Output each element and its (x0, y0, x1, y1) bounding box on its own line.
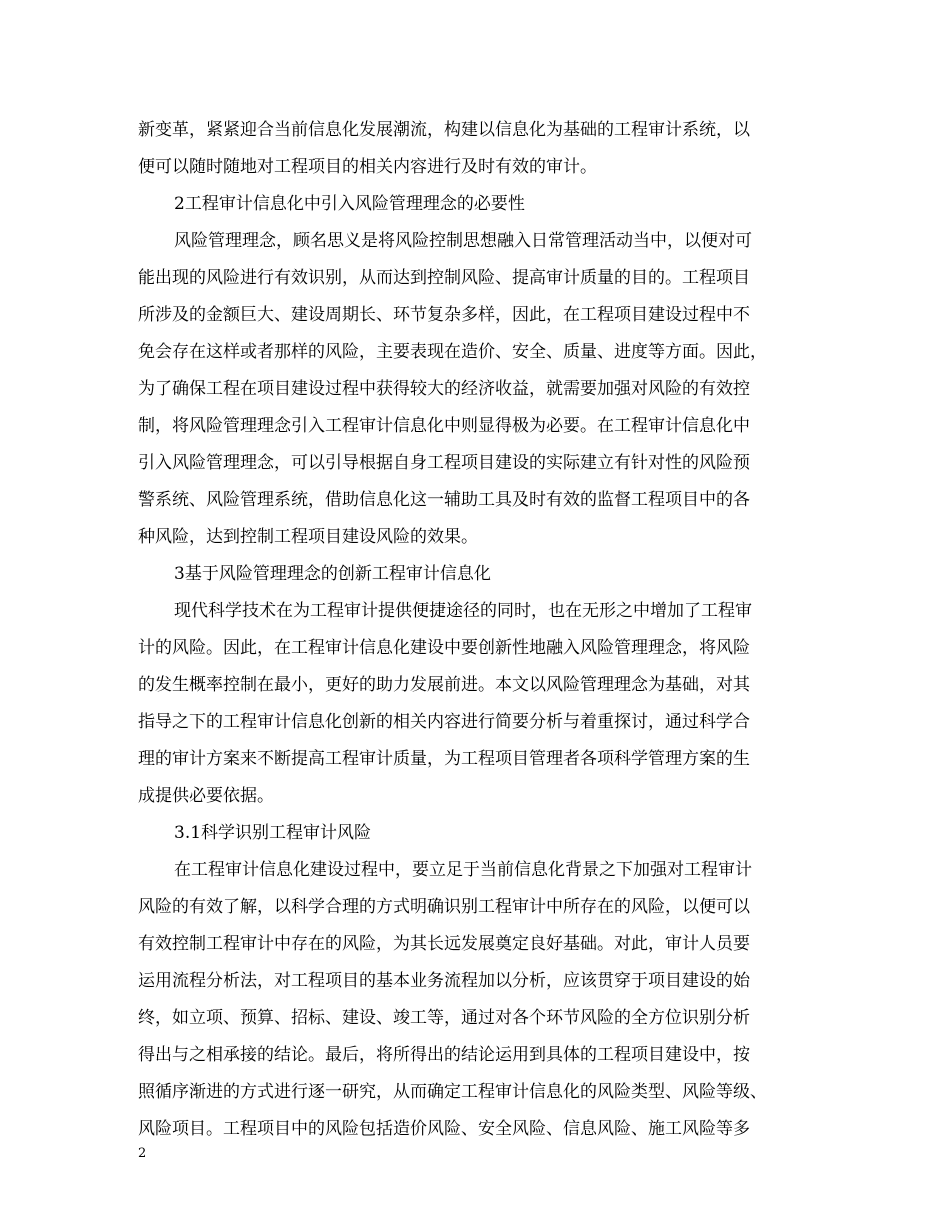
section-heading: 3基于风险管理理念的创新工程审计信息化 (174, 564, 491, 584)
text-line: 能出现的风险进行有效识别，从而达到控制风险、提高审计质量的目的。工程项目 (138, 268, 750, 288)
text-line: 有效控制工程审计中存在的风险，为其长远发展奠定良好基础。对此，审计人员要 (138, 934, 750, 954)
section-heading: 2工程审计信息化中引入风险管理理念的必要性 (174, 194, 525, 214)
text-line: 终，如立项、预算、招标、建设、竣工等，通过对各个环节风险的全方位识别分析 (138, 1008, 750, 1028)
text-line: 得出与之相承接的结论。最后，将所得出的结论运用到具体的工程项目建设中，按 (138, 1045, 750, 1065)
text-line: 成提供必要依据。 (138, 786, 274, 806)
text-line: 现代科学技术在为工程审计提供便捷途径的同时，也在无形之中增加了工程审 (174, 601, 752, 621)
text-line: 便可以随时随地对工程项目的相关内容进行及时有效的审计。 (138, 157, 597, 177)
text-line: 照循序渐进的方式进行逐一研究，从而确定工程审计信息化的风险类型、风险等级、 (138, 1082, 767, 1102)
text-line: 警系统、风险管理系统，借助信息化这一辅助工具及时有效的监督工程项目中的各 (138, 490, 750, 510)
subsection-heading: 3.1科学识别工程审计风险 (174, 823, 372, 843)
text-line: 计的风险。因此，在工程审计信息化建设中要创新性地融入风险管理理念，将风险 (138, 638, 750, 658)
text-line: 新变革，紧紧迎合当前信息化发展潮流，构建以信息化为基础的工程审计系统，以 (138, 120, 750, 140)
text-line: 引入风险管理理念，可以引导根据自身工程项目建设的实际建立有针对性的风险预 (138, 453, 750, 473)
text-line: 在工程审计信息化建设过程中，要立足于当前信息化背景之下加强对工程审计 (174, 860, 752, 880)
text-line: 运用流程分析法，对工程项目的基本业务流程加以分析，应该贯穿于项目建设的始 (138, 971, 750, 991)
text-line: 的发生概率控制在最小，更好的助力发展前进。本文以风险管理理念为基础，对其 (138, 675, 750, 695)
text-line: 风险的有效了解，以科学合理的方式明确识别工程审计中所存在的风险，以便可以 (138, 897, 750, 917)
text-line: 为了确保工程在项目建设过程中获得较大的经济收益，就需要加强对风险的有效控 (138, 379, 750, 399)
page-number: 2 (138, 1146, 147, 1161)
text-line: 风险项目。工程项目中的风险包括造价风险、安全风险、信息风险、施工风险等多 (138, 1119, 750, 1139)
text-line: 所涉及的金额巨大、建设周期长、环节复杂多样，因此，在工程项目建设过程中不 (138, 305, 750, 325)
text-line: 理的审计方案来不断提高工程审计质量，为工程项目管理者各项科学管理方案的生 (138, 749, 750, 769)
text-line: 风险管理理念，顾名思义是将风险控制思想融入日常管理活动当中，以便对可 (174, 231, 752, 251)
text-line: 指导之下的工程审计信息化创新的相关内容进行简要分析与着重探讨，通过科学合 (138, 712, 750, 732)
text-line: 种风险，达到控制工程项目建设风险的效果。 (138, 527, 478, 547)
text-line: 免会存在这样或者那样的风险，主要表现在造价、安全、质量、进度等方面。因此， (138, 342, 767, 362)
text-line: 制，将风险管理理念引入工程审计信息化中则显得极为必要。在工程审计信息化中 (138, 416, 750, 436)
